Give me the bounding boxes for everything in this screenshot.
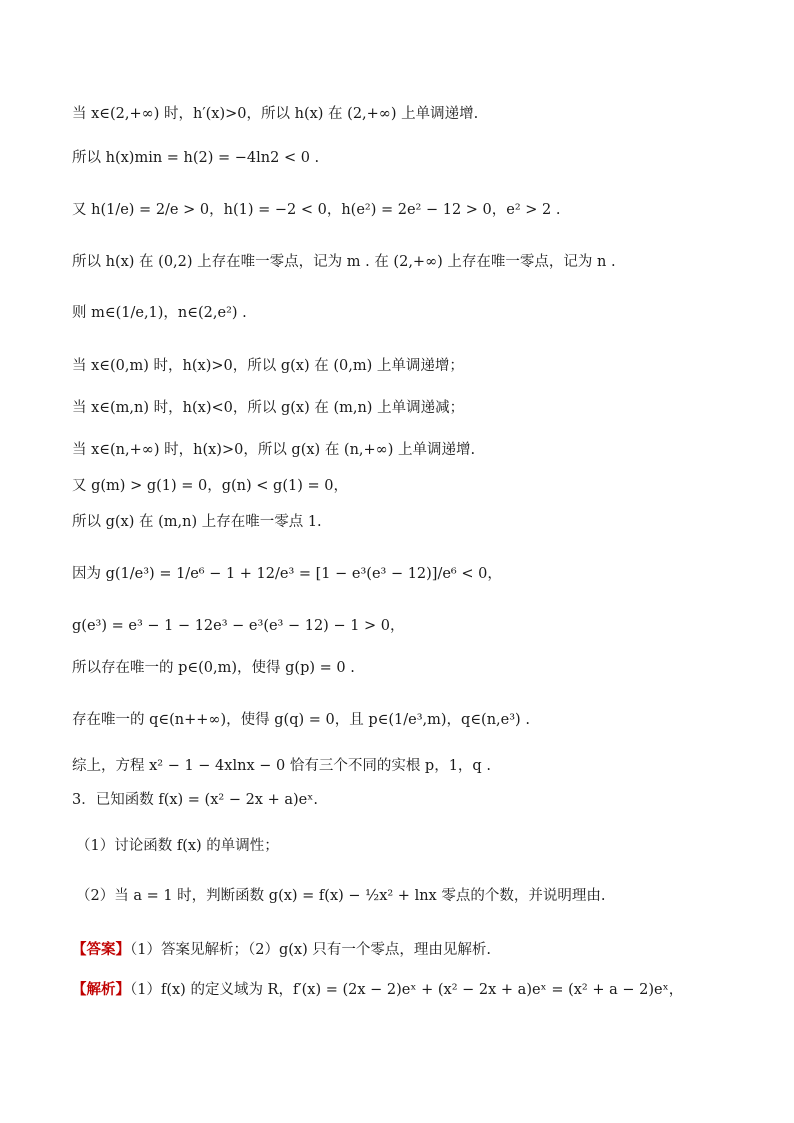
- answer-line: [72, 940, 752, 960]
- text-line-6: 当 x∈(0,m) 时，h(x)>0，所以 g(x) 在 (0,m) 上单调递增；: [72, 358, 464, 374]
- text-line-12: g(e³) = e³ − 1 − 12e³ − e³(e³ − 12) − 1 > 0，: [72, 618, 405, 634]
- answer-text: （1）答案见解析；（2）g(x) 只有一个零点，理由见解析.: [130, 942, 491, 958]
- text-line-4: 所以 h(x) 在 (0,2) 上存在唯一零点，记为 m . 在 (2,+∞) 上存在唯一零点，记为 n .: [72, 254, 616, 270]
- problem-3-part-1: （1）讨论函数 f(x) 的单调性；: [76, 838, 279, 854]
- text-line-7: 当 x∈(m,n) 时，h(x)<0，所以 g(x) 在 (m,n) 上单调递减；: [72, 400, 465, 416]
- text-line-8: 当 x∈(n,+∞) 时，h(x)>0，所以 g(x) 在 (n,+∞) 上单调递增.: [72, 442, 476, 458]
- text-line-15: 综上，方程 x² − 1 − 4xlnx − 0 恰有三个不同的实根 p，1，q .: [72, 758, 491, 774]
- text-line-2: 所以 h(x)min = h(2) = −4ln2 < 0 .: [72, 150, 320, 166]
- text-line-10: 所以 g(x) 在 (m,n) 上存在唯一零点 1.: [72, 514, 322, 530]
- text-line-1: 当 x∈(2,+∞) 时，h′(x)>0，所以 h(x) 在 (2,+∞) 上单调递增.: [72, 106, 479, 122]
- text-line-9: 又 g(m) > g(1) = 0，g(n) < g(1) = 0，: [72, 478, 348, 494]
- answer-tag: 【答案】: [72, 941, 130, 958]
- text-line-14: 存在唯一的 q∈(n++∞)，使得 g(q) = 0，且 p∈(1/e³,m)，q∈(n,e³) .: [72, 712, 530, 728]
- analysis-tag: 【解析】: [72, 981, 130, 998]
- problem-3-part-2: （2）当 a = 1 时，判断函数 g(x) = f(x) − ½x² + lnx 零点的个数，并说明理由.: [76, 888, 606, 904]
- analysis-line: [72, 980, 752, 1000]
- problem-3-statement: 3．已知函数 f(x) = (x² − 2x + a)eˣ.: [72, 792, 318, 808]
- text-line-13: 所以存在唯一的 p∈(0,m)，使得 g(p) = 0 .: [72, 660, 355, 676]
- text-line-3: 又 h(1/e) = 2/e > 0，h(1) = −2 < 0，h(e²) = 2e² − 12 > 0，e² > 2 .: [72, 202, 561, 218]
- analysis-text: （1）f(x) 的定义域为 R，f′(x) = (2x − 2)eˣ + (x² − 2x + a)eˣ = (x² + a − 2)eˣ，: [130, 982, 684, 998]
- text-line-5: 则 m∈(1/e,1)，n∈(2,e²) .: [72, 305, 247, 321]
- text-line-11: 因为 g(1/e³) = 1/e⁶ − 1 + 12/e³ = [1 − e³(e³ − 12)]/e⁶ < 0，: [72, 566, 502, 582]
